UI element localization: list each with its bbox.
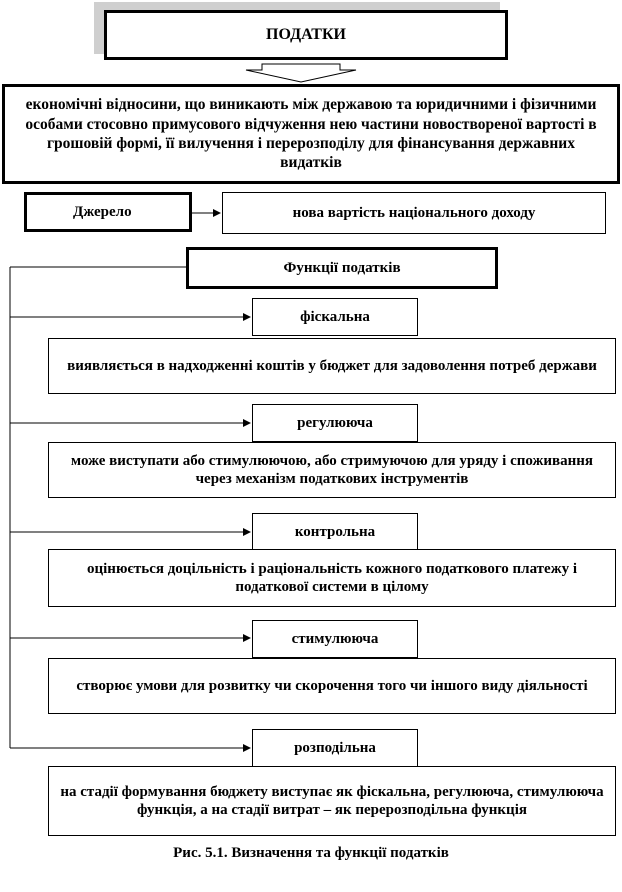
source-label: Джерело xyxy=(73,204,132,220)
function-name: регулююча xyxy=(297,415,373,431)
source-label-box xyxy=(24,192,192,232)
function-name: стимулююча xyxy=(291,631,379,647)
function-description: створює умови для розвитку чи скорочення того чи іншого виду діяльності xyxy=(76,678,588,694)
function-desc-box-regulating xyxy=(48,442,616,498)
definition-text: економічні відносини, що виникають між державою та юридичними і фізичними особами стосовно примусового відчуження нею частини новоствореної вартості в грошовій формі, її вилучення і перерозподілу для фінансування державних видатків xyxy=(25,96,597,172)
functions-header: Функції податків xyxy=(283,260,401,276)
title-down-arrow xyxy=(246,64,356,82)
function-name: фіскальна xyxy=(300,309,370,325)
function-desc-box-fiscal xyxy=(48,338,616,394)
function-name-box-control xyxy=(252,513,418,551)
function-name-box-stimulating xyxy=(252,620,418,658)
function-name-box-fiscal xyxy=(252,298,418,336)
page-title: ПОДАТКИ xyxy=(266,26,346,44)
function-description: може виступати або стимулюючою, або стримуючою для уряду і споживання через механізм податкових інструментів xyxy=(70,453,594,487)
function-description: виявляється в надходженні коштів у бюджет для задоволення потреб держави xyxy=(67,358,597,374)
function-name: контрольна xyxy=(294,524,376,540)
definition-box xyxy=(2,84,620,184)
source-value-box xyxy=(222,192,606,234)
function-description: на стадії формування бюджету виступає як фіскальна, регулююча, стимулююча функція, а на стадії витрат – як перерозподільна функція xyxy=(60,784,604,818)
function-desc-box-distributive xyxy=(48,766,616,836)
figure-caption: Рис. 5.1. Визначення та функції податків xyxy=(173,845,449,861)
function-desc-box-stimulating xyxy=(48,658,616,714)
function-description: оцінюється доцільність і раціональність кожного податкового платежу і податкової системи в цілому xyxy=(87,561,577,595)
source-value: нова вартість національного доходу xyxy=(292,205,536,221)
function-name-box-regulating xyxy=(252,404,418,442)
functions-header-box xyxy=(186,247,498,289)
title-box xyxy=(104,10,508,60)
function-desc-box-control xyxy=(48,549,616,607)
function-name-box-distributive xyxy=(252,729,418,767)
function-name: розподільна xyxy=(294,740,376,756)
